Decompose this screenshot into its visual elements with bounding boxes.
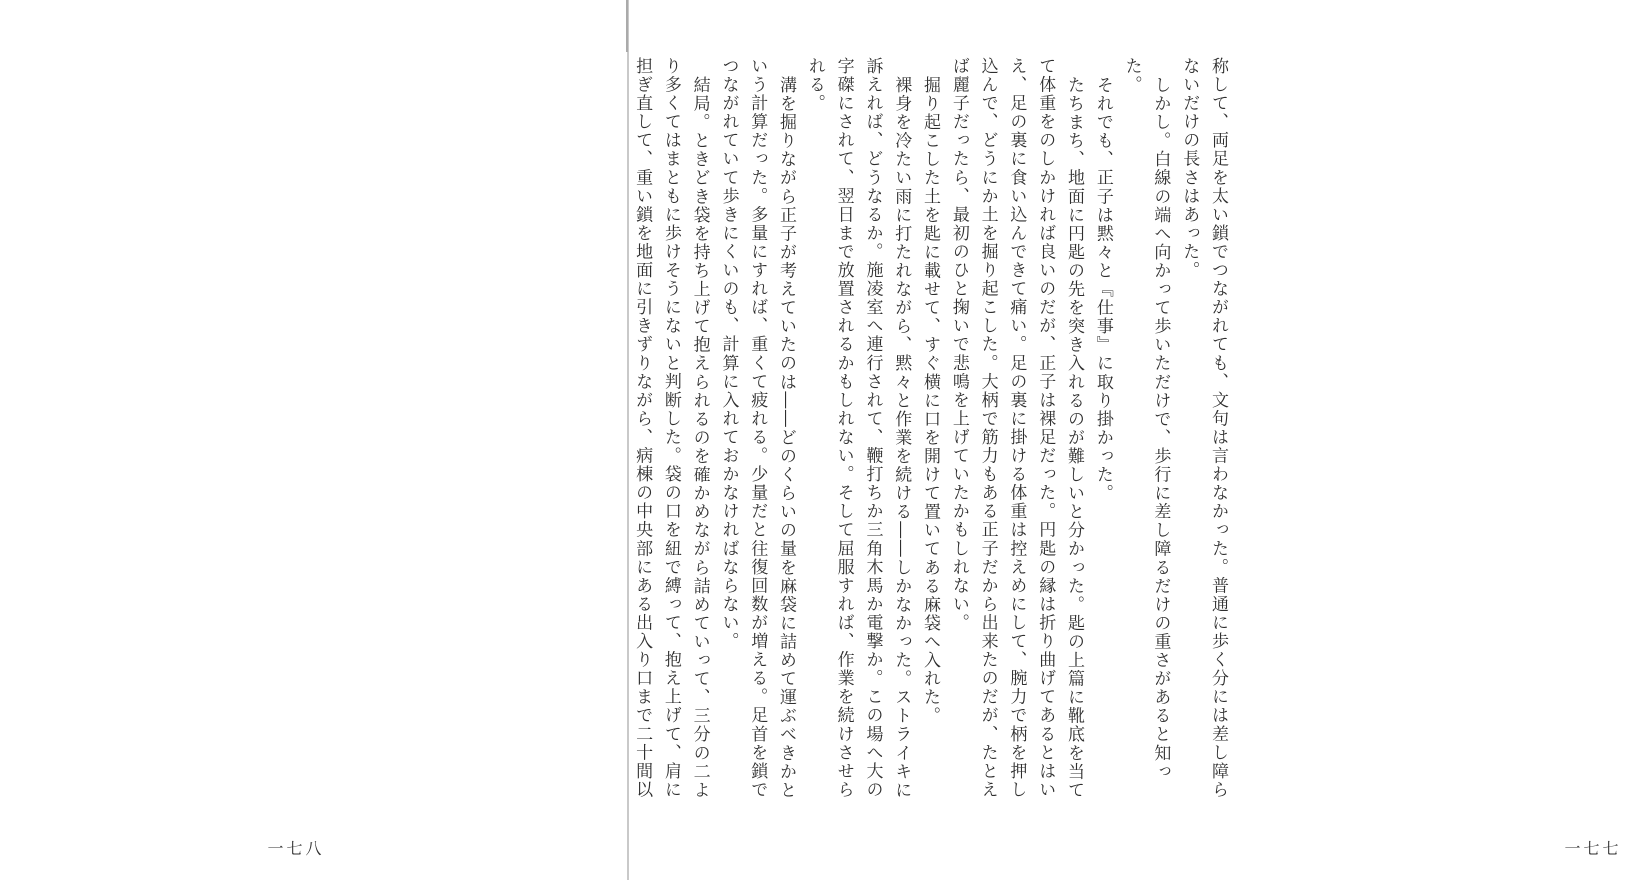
paragraph: 溝を掘りながら正子が考えていたのは――どのくらいの量を麻袋に詰めて運ぶべきかという計算だった。多量にすれば、重くて疲れる。少量だと往復回数が増える。足首を鎖でつながれていて歩きにくいのも、計算に入れておかなければならない。 [718,57,797,800]
paragraph: たちまち、地面に円匙の先を突き入れるのが難しいと分かった。匙の上篇に靴底を当てて体重をのしかければ良いのだが、正子は裸足だった。円匙の縁は折り曲げてあるとはいえ、足の裏に食い込んできて痛い。足の裏に掛ける体重は控えめにして、腕力で柄を押し込んで、どうにか土を掘り起こした。大柄で筋力もある正子だから出来たのだが、たとえば麗子だったら、最初のひと掬いで悲鳴を上げていたかもしれない。 [948,57,1085,800]
paragraph: 掘り起こした土を匙に載せて、すぐ横に口を開けて置いてある麻袋へ入れた。 [920,75,941,725]
page-left-number: 一七八 [267,839,325,858]
paragraph: しかし。白線の端へ向かって歩いただけで、歩行に差し障るだけの重さがあると知った。 [1121,57,1171,781]
page-right [630,0,1622,880]
page-right-number: 一七七 [1564,839,1622,858]
page-right-text [610,57,1232,803]
paragraph: それでも、正子は黙々と『仕事』に取り掛かった。 [1092,75,1113,503]
paragraph: 結局。ときどき袋を持ち上げて抱えられるのを確かめながら詰めていって、三分の二より多くてはまともに歩けそうにないと判断した。袋の口を紐で縛って、抱え上げて、肩に担ぎ直して、重い鎖を地面に引きずりながら、病棟の中央部にある出入り口まで二十間以 [632,57,710,800]
paragraph: 称して、両足を太い鎖でつながれても、文句は言わなかった。普通に歩く分には差し障らないだけの長さはあった。 [1179,57,1228,799]
page-left [0,0,630,880]
paragraph: 裸身を冷たい雨に打たれながら、黙々と作業を続ける――しかなかった。ストライキに訴えれば、どうなるか。施凌室へ連行されて、鞭打ちか三角木馬か電撃か。この場へ大の字磔にされて、翌日まで放置されるかもしれない。そして屈服すれば、作業を続けさせられる。 [804,57,912,800]
